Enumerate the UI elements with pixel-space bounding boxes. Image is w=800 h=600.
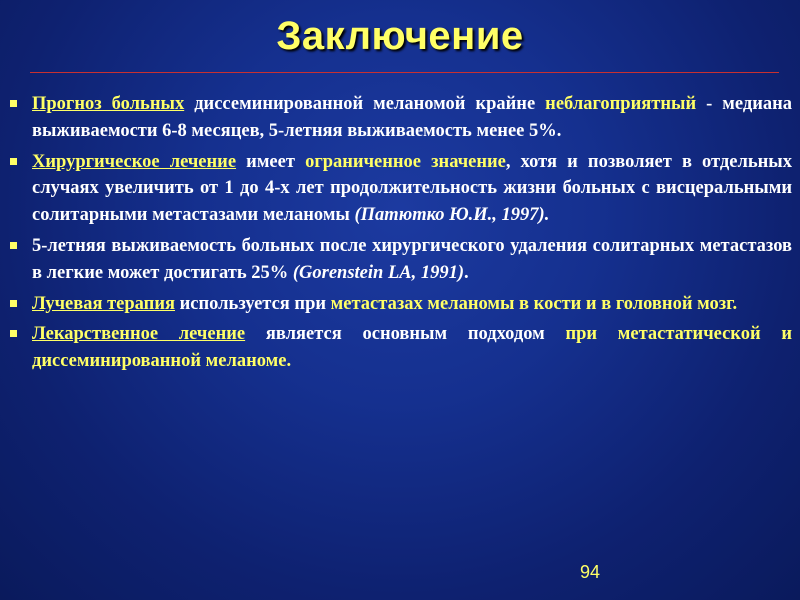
- bullet-text: неблагоприятный: [545, 94, 697, 114]
- bullet-text: ограниченное значение: [305, 151, 506, 172]
- square-bullet-icon: [10, 330, 17, 337]
- bullet-text: .: [464, 262, 469, 283]
- bullet-text: при метастатической и диссеминированной меланоме.: [32, 324, 793, 372]
- bullet-list: [10, 91, 792, 379]
- bullet-text: (Патютко Ю.И., 1997).: [354, 205, 550, 226]
- title-divider: [30, 72, 779, 73]
- bullet-topic-text: Лучевая терапия: [32, 293, 176, 314]
- bullet-text: - медиана выживаемости 6-8 месяцев, 5-летняя выживаемость менее 5%.: [32, 94, 793, 141]
- page-number: 94: [580, 562, 601, 582]
- bullet-text: метастазах меланомы в кости и в головной мозг.: [330, 293, 738, 314]
- square-bullet-icon: [10, 158, 17, 165]
- bullet-topic-text: Хирургическое лечение: [32, 151, 237, 172]
- bullet-item: [10, 91, 792, 145]
- bullet-item: [10, 149, 792, 229]
- bullet-item: [10, 291, 792, 318]
- bullet-text: (Gorenstein LA, 1991): [292, 262, 464, 283]
- bullet-topic-text: Лекарственное лечение: [32, 324, 246, 345]
- bullet-text: , хотя и позволяет в отдельных случаях увеличить от 1 до 4-х лет продолжительность жизни больных с висцеральными солитарными метастазами меланомы: [32, 151, 792, 226]
- bullet-item: [10, 321, 792, 375]
- bullet-item: [10, 233, 792, 287]
- bullet-text: используется при: [175, 293, 331, 314]
- slide-title: Заключение: [276, 14, 524, 58]
- bullet-text: имеет: [236, 151, 306, 172]
- square-bullet-icon: [10, 242, 17, 249]
- square-bullet-icon: [10, 300, 17, 307]
- square-bullet-icon: [10, 100, 17, 107]
- bullet-text: диссеминированной меланомой крайне: [184, 94, 546, 114]
- bullet-topic-text: Прогноз больных: [32, 94, 185, 114]
- bullet-text: 5-летняя выживаемость больных после хирургического удаления солитарных метастазов в легкие может достигать 25%: [32, 235, 792, 283]
- bullet-text: является основным подходом: [245, 324, 566, 345]
